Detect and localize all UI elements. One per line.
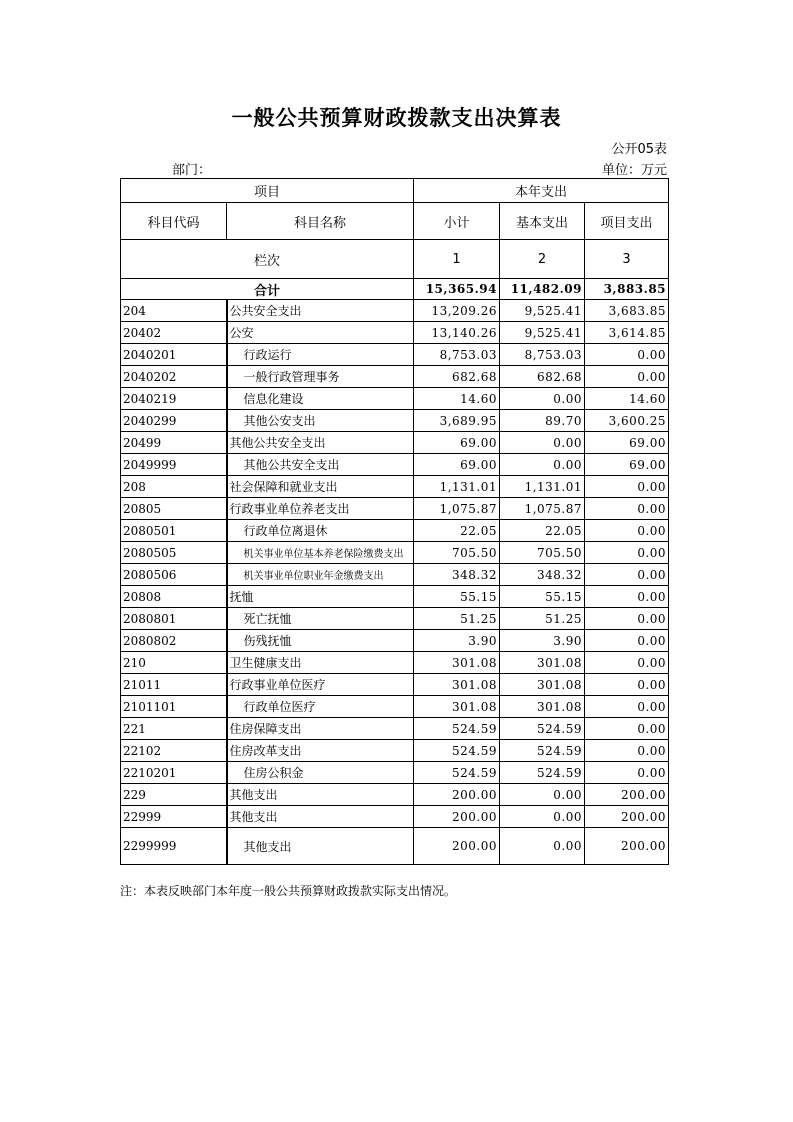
row-basic: 9,525.41: [500, 300, 585, 322]
column-number-2: 2: [500, 240, 585, 279]
row-code: 229: [121, 784, 227, 806]
row-project: 0.00: [585, 608, 669, 630]
row-subtotal: 8,753.03: [414, 344, 500, 366]
table-row: [121, 410, 669, 432]
row-code: 210: [121, 652, 227, 674]
table-row: [121, 762, 669, 784]
row-code: 221: [121, 718, 227, 740]
row-subtotal: 3,689.95: [414, 410, 500, 432]
table-row: [121, 388, 669, 410]
row-subtotal: 3.90: [414, 630, 500, 652]
expenditure-table: [120, 178, 669, 865]
row-subtotal: 524.59: [414, 740, 500, 762]
row-basic: 682.68: [500, 366, 585, 388]
row-name: 伤残抚恤: [227, 630, 414, 652]
page-title: 一般公共预算财政拨款支出决算表: [231, 106, 562, 130]
row-basic: 0.00: [500, 454, 585, 476]
row-name: 住房改革支出: [227, 740, 414, 762]
table-row: [121, 300, 669, 322]
row-basic: 524.59: [500, 740, 585, 762]
table-row: [121, 432, 669, 454]
row-project: 0.00: [585, 762, 669, 784]
row-name: 死亡抚恤: [227, 608, 414, 630]
row-subtotal: 200.00: [414, 828, 500, 865]
row-code: 20808: [121, 586, 227, 608]
row-basic: 301.08: [500, 696, 585, 718]
unit-label: 单位：万元: [601, 163, 667, 178]
table-row: [121, 476, 669, 498]
table-row: [121, 630, 669, 652]
table-row: [121, 828, 669, 865]
row-name: 行政单位离退休: [227, 520, 414, 542]
row-basic: 348.32: [500, 564, 585, 586]
row-code: 2040219: [121, 388, 227, 410]
row-basic: 1,075.87: [500, 498, 585, 520]
footnote: 注：本表反映部门本年度一般公共预算财政拨款实际支出情况。: [120, 884, 457, 898]
row-subtotal: 22.05: [414, 520, 500, 542]
row-name: 机关事业单位基本养老保险缴费支出: [227, 542, 414, 564]
total-basic: 11,482.09: [500, 279, 585, 300]
row-basic: 51.25: [500, 608, 585, 630]
row-subtotal: 69.00: [414, 432, 500, 454]
row-name: 行政事业单位养老支出: [227, 498, 414, 520]
row-project: 3,600.25: [585, 410, 669, 432]
row-subtotal: 1,131.01: [414, 476, 500, 498]
row-code: 2049999: [121, 454, 227, 476]
column-number-3: 3: [585, 240, 669, 279]
row-project: 0.00: [585, 520, 669, 542]
row-name: 住房公积金: [227, 762, 414, 784]
row-project: 69.00: [585, 454, 669, 476]
row-code: 20805: [121, 498, 227, 520]
row-name: 其他支出: [227, 784, 414, 806]
row-name: 公安: [227, 322, 414, 344]
row-project: 200.00: [585, 784, 669, 806]
row-name: 其他公共安全支出: [227, 454, 414, 476]
table-row: [121, 520, 669, 542]
row-basic: 1,131.01: [500, 476, 585, 498]
row-subtotal: 301.08: [414, 674, 500, 696]
row-code: 2040299: [121, 410, 227, 432]
row-project: 0.00: [585, 696, 669, 718]
row-project: 0.00: [585, 564, 669, 586]
row-subtotal: 705.50: [414, 542, 500, 564]
row-subtotal: 55.15: [414, 586, 500, 608]
table-row: [121, 696, 669, 718]
table-row: [121, 564, 669, 586]
row-subtotal: 524.59: [414, 718, 500, 740]
row-subtotal: 200.00: [414, 806, 500, 828]
row-basic: 55.15: [500, 586, 585, 608]
row-project: 0.00: [585, 674, 669, 696]
table-row: [121, 806, 669, 828]
row-subtotal: 200.00: [414, 784, 500, 806]
row-basic: 8,753.03: [500, 344, 585, 366]
row-subtotal: 1,075.87: [414, 498, 500, 520]
row-code: 2299999: [121, 828, 227, 865]
row-code: 2040201: [121, 344, 227, 366]
row-code: 2210201: [121, 762, 227, 784]
row-basic: 0.00: [500, 828, 585, 865]
row-name: 行政运行: [227, 344, 414, 366]
department-label: 部门：: [172, 163, 212, 178]
header-row-3: [121, 240, 669, 279]
row-project: 14.60: [585, 388, 669, 410]
total-row: [121, 279, 669, 300]
row-name: 公共安全支出: [227, 300, 414, 322]
row-code: 2080501: [121, 520, 227, 542]
row-basic: 0.00: [500, 432, 585, 454]
row-subtotal: 301.08: [414, 696, 500, 718]
row-basic: 0.00: [500, 806, 585, 828]
row-project: 0.00: [585, 476, 669, 498]
row-code: 2101101: [121, 696, 227, 718]
row-project: 200.00: [585, 806, 669, 828]
row-name: 其他公安支出: [227, 410, 414, 432]
table-row: [121, 740, 669, 762]
row-name: 机关事业单位职业年金缴费支出: [227, 564, 414, 586]
row-name: 行政事业单位医疗: [227, 674, 414, 696]
row-code: 2080802: [121, 630, 227, 652]
table-row: [121, 366, 669, 388]
table-row: [121, 454, 669, 476]
row-name: 社会保障和就业支出: [227, 476, 414, 498]
row-project: 0.00: [585, 630, 669, 652]
row-project: 0.00: [585, 366, 669, 388]
header-name: 科目名称: [227, 203, 414, 240]
row-project: 0.00: [585, 542, 669, 564]
row-subtotal: 524.59: [414, 762, 500, 784]
row-code: 21011: [121, 674, 227, 696]
table-row: [121, 718, 669, 740]
total-project: 3,883.85: [585, 279, 669, 300]
column-number-label: 栏次: [121, 240, 414, 279]
row-name: 信息化建设: [227, 388, 414, 410]
total-subtotal: 15,365.94: [414, 279, 500, 300]
row-subtotal: 682.68: [414, 366, 500, 388]
row-code: 20402: [121, 322, 227, 344]
form-number: 公开05表: [611, 142, 667, 157]
row-project: 3,683.85: [585, 300, 669, 322]
row-basic: 301.08: [500, 652, 585, 674]
table-row: [121, 586, 669, 608]
table-row: [121, 498, 669, 520]
row-code: 2080505: [121, 542, 227, 564]
row-subtotal: 14.60: [414, 388, 500, 410]
total-label: 合计: [121, 279, 414, 300]
row-project: 0.00: [585, 652, 669, 674]
row-subtotal: 301.08: [414, 652, 500, 674]
table-row: [121, 608, 669, 630]
column-number-1: 1: [414, 240, 500, 279]
row-code: 204: [121, 300, 227, 322]
row-subtotal: 348.32: [414, 564, 500, 586]
row-basic: 3.90: [500, 630, 585, 652]
row-project: 0.00: [585, 586, 669, 608]
row-basic: 22.05: [500, 520, 585, 542]
row-code: 2040202: [121, 366, 227, 388]
header-basic: 基本支出: [500, 203, 585, 240]
row-name: 行政单位医疗: [227, 696, 414, 718]
table-row: [121, 652, 669, 674]
header-row-1: [121, 179, 669, 203]
header-project: 项目: [121, 179, 414, 203]
row-basic: 89.70: [500, 410, 585, 432]
row-project: 0.00: [585, 718, 669, 740]
header-project-expense: 项目支出: [585, 203, 669, 240]
row-project: 3,614.85: [585, 322, 669, 344]
row-basic: 524.59: [500, 762, 585, 784]
row-basic: 705.50: [500, 542, 585, 564]
row-code: 208: [121, 476, 227, 498]
row-code: 2080801: [121, 608, 227, 630]
table-row: [121, 344, 669, 366]
table-row: [121, 784, 669, 806]
row-project: 0.00: [585, 344, 669, 366]
row-name: 住房保障支出: [227, 718, 414, 740]
row-name: 卫生健康支出: [227, 652, 414, 674]
table-row: [121, 542, 669, 564]
table-row: [121, 674, 669, 696]
row-basic: 9,525.41: [500, 322, 585, 344]
header-current-year: 本年支出: [414, 179, 669, 203]
row-name: 一般行政管理事务: [227, 366, 414, 388]
row-project: 200.00: [585, 828, 669, 865]
row-project: 69.00: [585, 432, 669, 454]
row-project: 0.00: [585, 740, 669, 762]
row-name: 其他支出: [227, 806, 414, 828]
row-name: 其他公共安全支出: [227, 432, 414, 454]
header-subtotal: 小计: [414, 203, 500, 240]
row-code: 22999: [121, 806, 227, 828]
header-code: 科目代码: [121, 203, 227, 240]
row-project: 0.00: [585, 498, 669, 520]
table-row: [121, 322, 669, 344]
row-code: 22102: [121, 740, 227, 762]
row-basic: 0.00: [500, 784, 585, 806]
header-row-2: [121, 203, 669, 240]
row-basic: 301.08: [500, 674, 585, 696]
row-code: 20499: [121, 432, 227, 454]
row-subtotal: 13,209.26: [414, 300, 500, 322]
row-subtotal: 51.25: [414, 608, 500, 630]
row-basic: 524.59: [500, 718, 585, 740]
row-name: 抚恤: [227, 586, 414, 608]
row-subtotal: 13,140.26: [414, 322, 500, 344]
row-code: 2080506: [121, 564, 227, 586]
row-subtotal: 69.00: [414, 454, 500, 476]
row-name: 其他支出: [227, 828, 414, 865]
row-basic: 0.00: [500, 388, 585, 410]
